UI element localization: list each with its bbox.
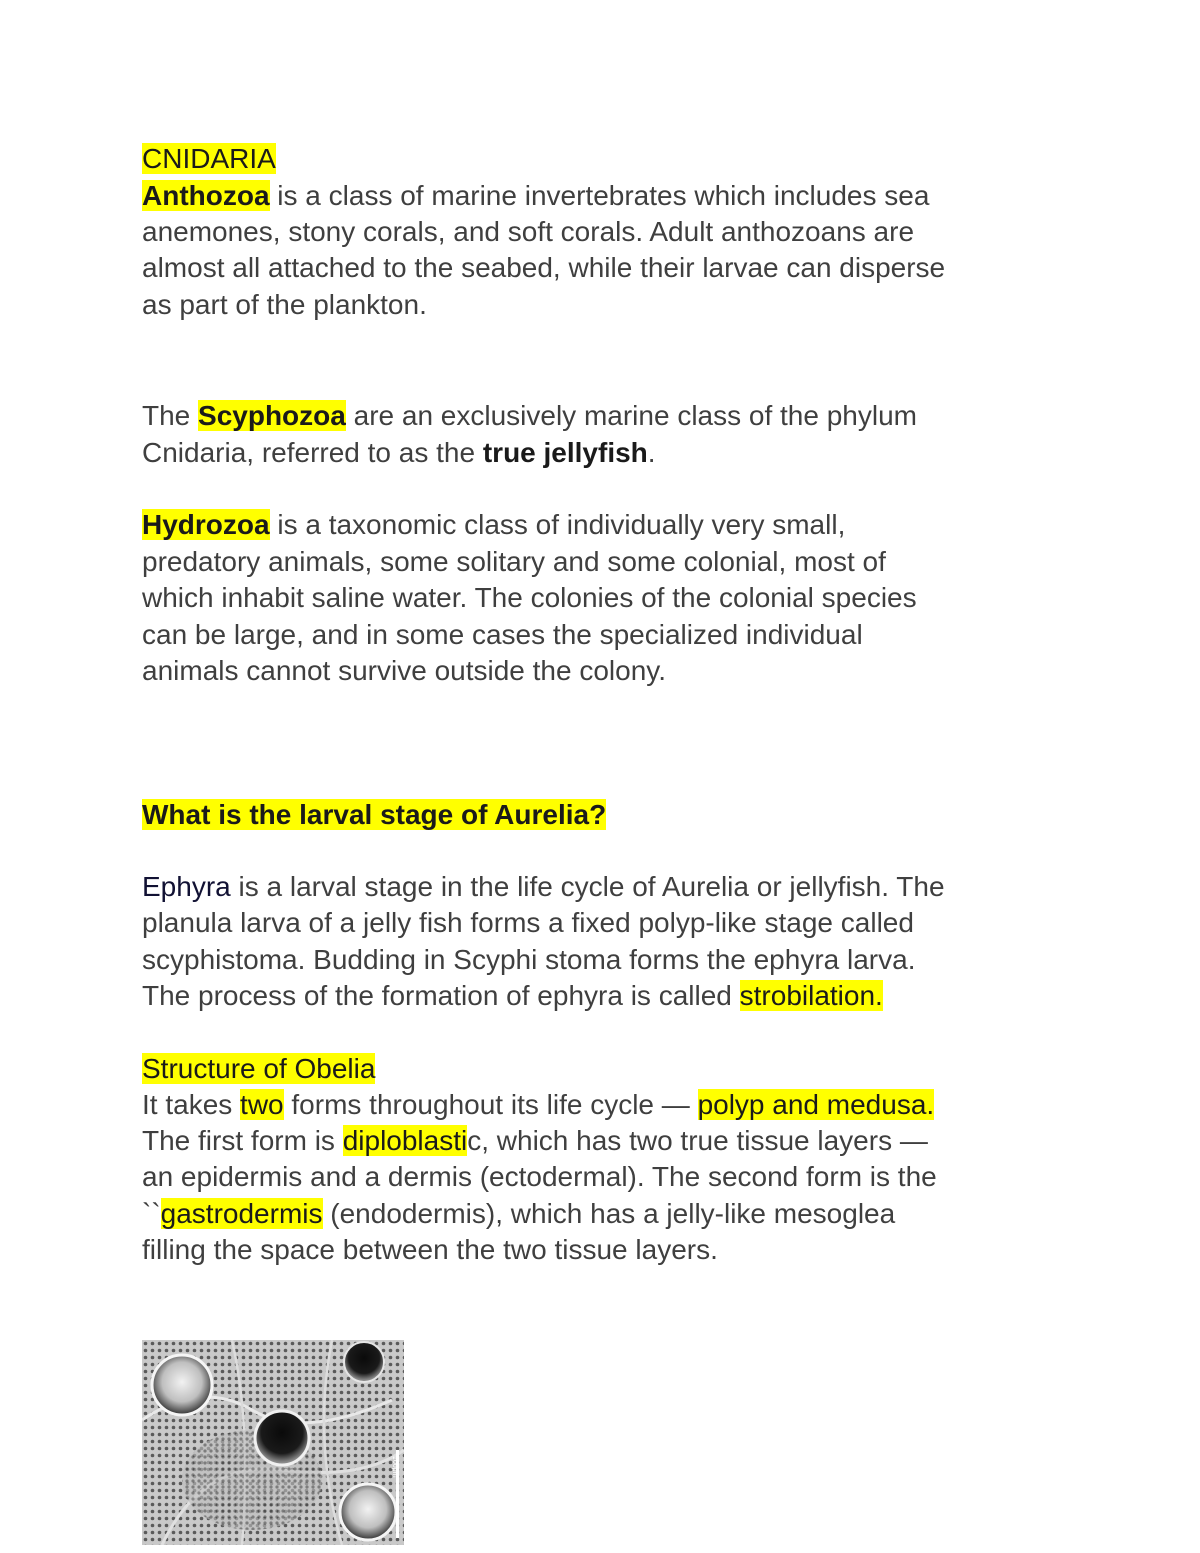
obelia-text-2a: The first form is <box>142 1125 343 1156</box>
ephyra-line-3: scyphistoma. Budding in Scyphi stoma forms the ephyra larva. <box>142 944 916 975</box>
obelia-text-1a: It takes <box>142 1089 241 1120</box>
hydrozoa-line-4: can be large, and in some cases the specialized individual <box>142 619 863 650</box>
obelia-heading-text: Structure of Obelia <box>142 1053 376 1084</box>
scyphozoa-prefix: The <box>142 400 199 431</box>
term-anthozoa: Anthozoa <box>142 180 270 211</box>
ephyra-text-1: is a larval stage in the life cycle of Aurelia or jellyfish. The <box>230 871 945 902</box>
obelia-text-4a: `` <box>142 1198 161 1229</box>
scyphozoa-line-2 <box>142 435 656 472</box>
obelia-line-2 <box>142 1123 928 1160</box>
scyphozoa-line-1 <box>142 398 917 435</box>
ephyra-line-4 <box>142 978 883 1015</box>
micrograph-image <box>142 1340 404 1545</box>
term-scyphozoa: Scyphozoa <box>198 400 346 431</box>
hydrozoa-text-1: is a taxonomic class of individually very small, <box>269 509 846 540</box>
true-jellyfish-bold: true jellyfish <box>482 437 648 468</box>
term-hydrozoa: Hydrozoa <box>142 509 270 540</box>
scyphozoa-text-1: are an exclusively marine class of the phylum <box>345 400 917 431</box>
hydrozoa-line-3: which inhabit saline water. The colonies of the colonial species <box>142 582 917 613</box>
question-text: What is the larval stage of Aurelia? <box>142 799 607 830</box>
obelia-line-1 <box>142 1087 934 1124</box>
term-polyp-medusa: polyp and medusa. <box>697 1089 935 1120</box>
obelia-text-4b: (endodermis), which has a jelly-like mesoglea <box>322 1198 896 1229</box>
term-two: two <box>240 1089 284 1120</box>
obelia-text-2b: c, which has two true tissue layers — <box>467 1125 928 1156</box>
ephyra-line-1 <box>142 869 945 906</box>
section-heading <box>142 141 276 178</box>
heading-cnidaria: CNIDARIA <box>142 143 276 174</box>
scyphozoa-text-2: Cnidaria, referred to as the <box>142 437 483 468</box>
hydrozoa-line-2: predatory animals, some solitary and some colonial, most of <box>142 546 886 577</box>
question-heading <box>142 797 606 834</box>
term-gastrodermis: gastrodermis <box>160 1198 323 1229</box>
term-strobilation: strobilation. <box>739 980 883 1011</box>
term-diploblastic: diploblasti <box>342 1125 468 1156</box>
scale-bar-label: 100μm <box>391 1456 398 1478</box>
anthozoa-line-2: anemones, stony corals, and soft corals. Adult anthozoans are <box>142 216 915 247</box>
obelia-heading <box>142 1051 375 1088</box>
term-ephyra: Ephyra <box>142 871 231 902</box>
micrograph-svg <box>142 1340 404 1545</box>
anthozoa-text-1: is a class of marine invertebrates which includes sea <box>269 180 930 211</box>
hydrozoa-line-1 <box>142 507 845 544</box>
ephyra-line-2: planula larva of a jelly fish forms a fixed polyp-like stage called <box>142 907 914 938</box>
ephyra-text-4: The process of the formation of ephyra is called <box>142 980 740 1011</box>
obelia-text-1b: forms throughout its life cycle — <box>283 1089 698 1120</box>
obelia-line-3: an epidermis and a dermis (ectodermal). The second form is the <box>142 1161 937 1192</box>
anthozoa-line-3: almost all attached to the seabed, while their larvae can disperse <box>142 252 946 283</box>
obelia-line-5: filling the space between the two tissue layers. <box>142 1234 718 1265</box>
hydrozoa-line-5: animals cannot survive outside the colony. <box>142 655 666 686</box>
anthozoa-line-4: as part of the plankton. <box>142 289 427 320</box>
obelia-line-4 <box>142 1196 895 1233</box>
anthozoa-line-1 <box>142 178 929 215</box>
scyphozoa-period: . <box>647 437 656 468</box>
